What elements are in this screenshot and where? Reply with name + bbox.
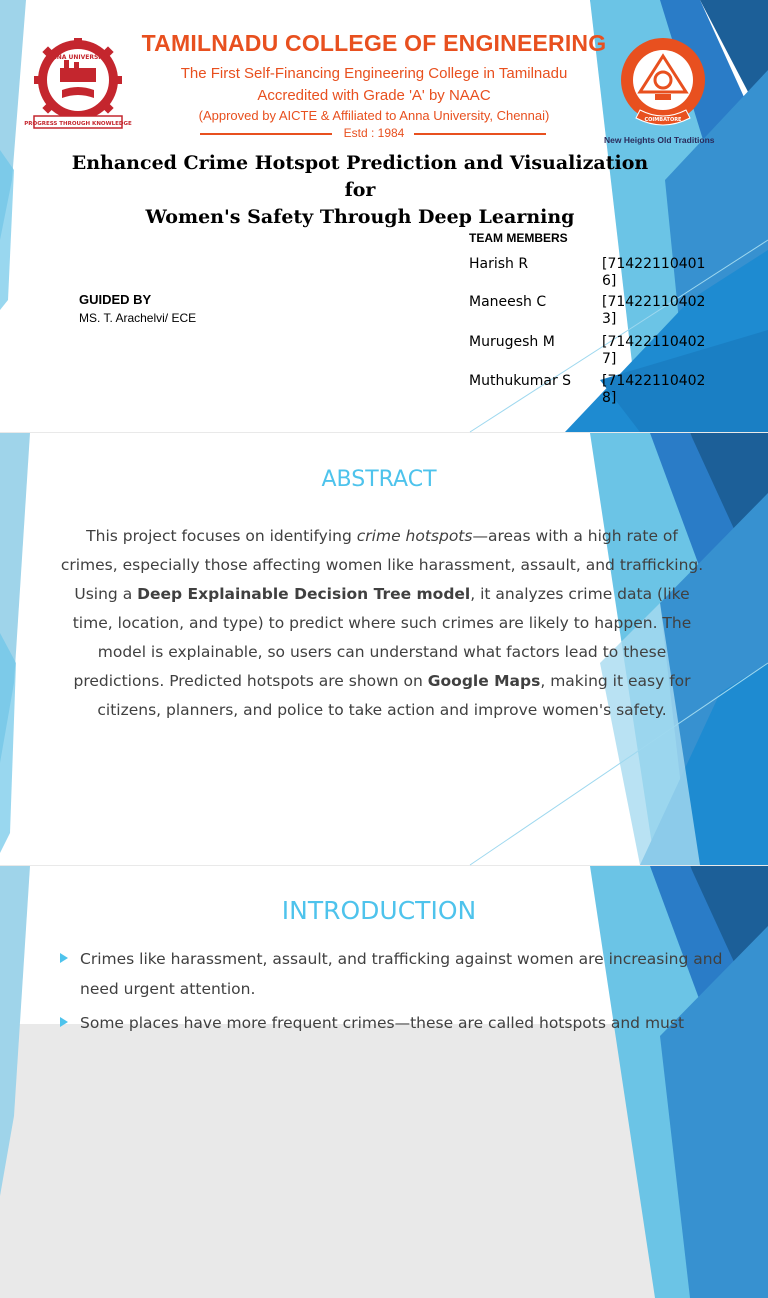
model-name: Deep Explainable Decision Tree model — [137, 585, 471, 603]
member-id: [714221104028] — [602, 373, 706, 406]
svg-text:COIMBATORE: COIMBATORE — [644, 117, 682, 123]
member-name: Harish R — [469, 256, 529, 272]
bullet-arrow-icon — [60, 1017, 68, 1027]
abstract-heading: ABSTRACT — [321, 467, 437, 492]
presentation-title — [70, 150, 650, 231]
title-line-1: Enhanced Crime Hotspot Prediction and Visualization for — [71, 152, 649, 201]
crime-hotspots-term: crime hotspots — [356, 527, 473, 545]
member-id: [714221104027] — [602, 334, 706, 367]
title-line-2: Women's Safety Through Deep Learning — [145, 206, 575, 228]
college-approval: (Approved by AICTE & Affiliated to Anna University, Chennai) — [198, 108, 550, 123]
member-id: [714221104016] — [602, 256, 706, 289]
team-members-label: TEAM MEMBERS — [469, 231, 568, 245]
introduction-heading: INTRODUCTION — [281, 896, 477, 925]
intro-bullet: Crimes like harassment, assault, and trafficking against women are increasing and need urgent attention. — [60, 944, 730, 1004]
college-motto: New Heights Old Traditions — [604, 135, 715, 145]
established-year: Estd : 1984 — [343, 126, 405, 140]
svg-text:ANNA UNIVERSITY: ANNA UNIVERSITY — [47, 54, 109, 61]
bullet-arrow-icon — [60, 953, 68, 963]
estd-rule-left — [200, 133, 332, 135]
estd-rule-right — [414, 133, 546, 135]
member-name: Muthukumar S — [469, 373, 572, 389]
slide-decoration — [0, 866, 768, 1298]
abstract-body: This project focuses on identifying crime hotspots—areas with a high rate of crimes, especially those affecting women like harassment, assault, and trafficking. Using a Deep Explainable Decision Tree model, it analyzes crime data (like time, location, and type) to predict where such crimes are likely to happen. The model is explainable, so users can understand what factors lead to these predictions. Predicted hotspots are shown on Google Maps, making it easy for citizens, planners, and police to take action and improve women's safety. — [60, 527, 704, 719]
guided-by-label: GUIDED BY — [79, 292, 152, 307]
intro-bullet: Some places have more frequent crimes—these are called hotspots and must — [60, 1008, 730, 1038]
svg-text:PROGRESS THROUGH KNOWLEDGE: PROGRESS THROUGH KNOWLEDGE — [24, 121, 132, 127]
college-emblem-logo — [618, 36, 708, 134]
anna-university-logo — [24, 38, 132, 130]
member-name: Murugesh M — [469, 334, 555, 350]
member-id: [714221104023] — [602, 294, 706, 327]
google-maps-term: Google Maps — [427, 672, 541, 690]
college-tagline: The First Self-Financing Engineering College in Tamilnadu — [180, 65, 568, 82]
guide-name: MS. T. Arachelvi/ ECE — [79, 311, 197, 325]
title-slide — [0, 0, 768, 432]
college-accreditation: Accredited with Grade 'A' by NAAC — [257, 87, 491, 104]
member-name: Maneesh C — [469, 294, 547, 310]
college-name: TAMILNADU COLLEGE OF ENGINEERING — [141, 30, 607, 56]
